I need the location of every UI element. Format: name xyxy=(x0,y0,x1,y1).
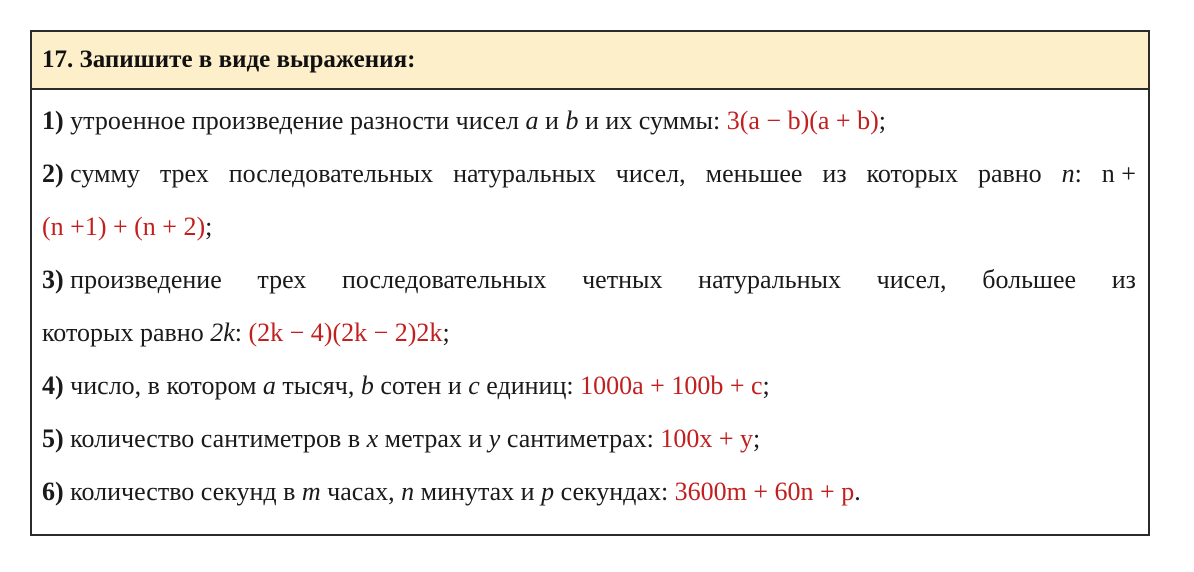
item-word: чисел, xyxy=(615,159,686,188)
item-end: ; xyxy=(762,371,770,400)
item-number: 5) xyxy=(42,424,64,453)
item-text: секундах: xyxy=(554,477,675,506)
item-word: из xyxy=(1111,265,1136,294)
item-3 xyxy=(42,253,1136,306)
item-text: сантиметрах: xyxy=(500,424,661,453)
item-word: последовательных xyxy=(342,265,547,294)
item-word: натуральных xyxy=(698,265,841,294)
item-word: натуральных xyxy=(453,159,596,188)
item-word: трех xyxy=(159,159,209,188)
item-word: меньшее xyxy=(705,159,803,188)
variable: p xyxy=(541,477,555,506)
item-word: последовательных xyxy=(228,159,434,188)
item-end: . xyxy=(854,477,861,506)
variable: m xyxy=(301,477,321,506)
item-2 xyxy=(42,147,1136,200)
item-word: которых xyxy=(866,159,959,188)
item-word: трех xyxy=(257,265,307,294)
item-4 xyxy=(42,359,1136,412)
variable: a xyxy=(262,371,276,400)
answer: (2k − 4)(2k − 2)2k xyxy=(248,318,443,347)
item-1 xyxy=(42,94,1136,147)
item-word: четных xyxy=(582,265,663,294)
item-6 xyxy=(42,465,1136,518)
item-number: 6) xyxy=(42,477,64,506)
answer: 1000a + 100b + c xyxy=(580,371,763,400)
item-word: произведение xyxy=(70,265,222,294)
item-text: которых равно xyxy=(42,318,211,347)
variable: b xyxy=(360,371,374,400)
item-word: из xyxy=(822,159,847,188)
variable: n xyxy=(1061,159,1075,188)
item-text: утроенное произведение разности чисел xyxy=(63,106,526,135)
item-word: чисел, xyxy=(876,265,947,294)
item-text: : xyxy=(234,318,249,347)
item-number: 2) xyxy=(42,159,64,188)
item-text: минутах и xyxy=(414,477,542,506)
variable: y xyxy=(488,424,501,453)
answer: 100x + y xyxy=(660,424,754,453)
variable: b xyxy=(565,106,579,135)
variable: a xyxy=(525,106,539,135)
item-word: равно xyxy=(977,159,1042,188)
variable: 2k xyxy=(210,318,235,347)
variable: c xyxy=(468,371,480,400)
answer: (n +1) + (n + 2) xyxy=(42,212,206,241)
answer: 3(a − b)(a + b) xyxy=(726,106,879,135)
item-text: число, в котором xyxy=(63,371,263,400)
item-text: сотен и xyxy=(373,371,469,400)
item-text: метрах и xyxy=(378,424,489,453)
item-text: количество секунд в xyxy=(63,477,302,506)
item-number: 3) xyxy=(42,265,64,294)
item-5 xyxy=(42,412,1136,465)
exercise-title: 17. Запишите в виде выражения: xyxy=(32,32,1148,90)
variable: n xyxy=(401,477,415,506)
exercise-body xyxy=(32,90,1148,518)
item-word: большее xyxy=(982,265,1077,294)
item-2-cont xyxy=(42,200,1136,253)
item-text: тысяч, xyxy=(275,371,361,400)
item-word: сумму xyxy=(70,159,140,188)
item-text: количество сантиметров в xyxy=(63,424,367,453)
item-3-cont xyxy=(42,306,1136,359)
item-end: ; xyxy=(753,424,761,453)
answer-start: n + xyxy=(1101,159,1136,188)
item-end: ; xyxy=(205,212,213,241)
item-text: и xyxy=(538,106,566,135)
item-number: 1) xyxy=(42,106,64,135)
item-text: единиц: xyxy=(479,371,581,400)
item-number: 4) xyxy=(42,371,64,400)
item-end: ; xyxy=(442,318,450,347)
item-text: часах, xyxy=(320,477,402,506)
item-text: : xyxy=(1074,159,1082,188)
item-text: и их суммы: xyxy=(578,106,727,135)
variable: x xyxy=(366,424,379,453)
exercise-box xyxy=(30,30,1150,536)
item-end: ; xyxy=(878,106,886,135)
answer: 3600m + 60n + p xyxy=(674,477,855,506)
